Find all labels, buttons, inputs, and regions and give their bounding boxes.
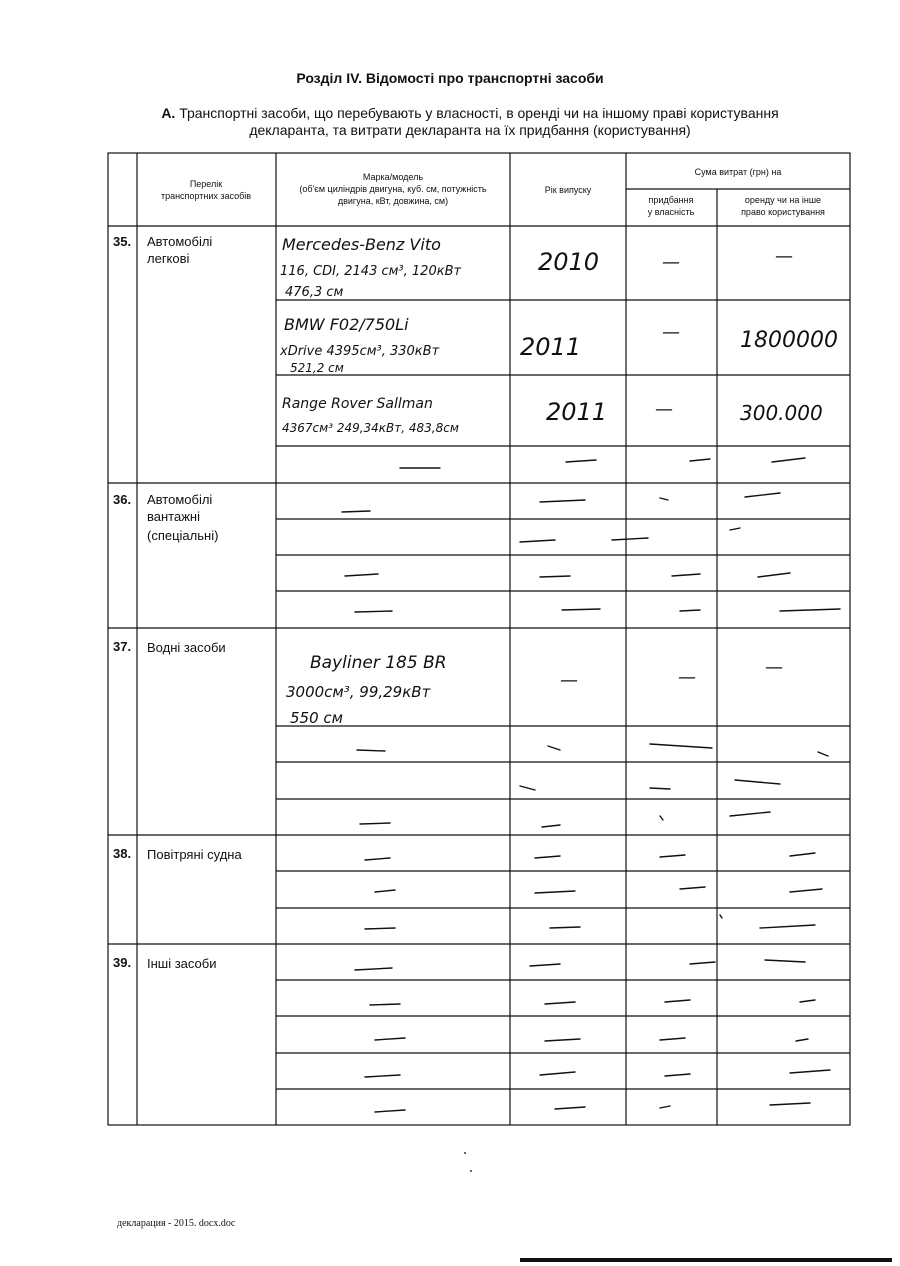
header-model-line1: Марка/модель <box>362 172 424 182</box>
handwritten-dashes <box>342 458 840 1112</box>
section-35-label-2: легкові <box>147 251 190 266</box>
header-rent-line2: право користування <box>741 207 825 217</box>
header-model-line2: (об'єм циліндрів двигуна, куб. см, потужність <box>299 184 487 194</box>
scan-speck <box>470 1170 472 1172</box>
section-35-label-1: Автомобілі <box>147 234 213 249</box>
header-sum: Сума витрат (грн) на <box>694 167 782 177</box>
boat-rent: — <box>765 657 783 678</box>
subtitle-line2: декларанта, та витрати декларанта на їх придбання (користування) <box>249 122 691 138</box>
car1-model-line1: Mercedes-Benz Vito <box>282 235 441 254</box>
car1-model-line2: 116, CDI, 2143 см³, 120кВт <box>280 264 462 279</box>
boat-year: — <box>560 670 578 691</box>
boat-model-line1: Bayliner 185 BR <box>310 653 447 673</box>
car2-rent: 1800000 <box>740 328 838 353</box>
car2-model-line2: xDrive 4395см³, 330кВт <box>280 344 440 359</box>
car1-rent: — <box>775 246 793 267</box>
header-buy-line2: у власність <box>647 207 695 217</box>
footer-filename: декларация - 2015. docx.doc <box>117 1218 236 1229</box>
section-35-num: 35. <box>113 234 132 249</box>
header-list-line1: Перелік <box>189 179 223 189</box>
car2-model-line3: 521,2 см <box>290 361 344 375</box>
car2-year: 2011 <box>520 333 582 361</box>
car2-model-line1: BMW F02/750Li <box>284 315 409 334</box>
section-38-num: 38. <box>113 846 132 861</box>
page-title: Розділ IV. Відомості про транспортні засоби <box>296 70 604 86</box>
header-list-line2: транспортних засобів <box>160 191 252 201</box>
car1-buy: — <box>662 252 680 273</box>
section-36-label-3: (спеціальні) <box>147 528 219 543</box>
car3-model-line1: Range Rover Sallman <box>282 396 433 412</box>
car3-buy: — <box>655 399 673 420</box>
section-39-num: 39. <box>113 955 132 970</box>
car3-year: 2011 <box>546 398 608 426</box>
subtitle-line1: Транспортні засоби, що перебувають у власності, в оренді чи на іншому праві користування <box>179 105 779 121</box>
section-37-label-1: Водні засоби <box>147 640 226 655</box>
car1-year: 2010 <box>538 248 600 276</box>
section-36-label-1: Автомобілі <box>147 492 213 507</box>
header-buy-line1: придбання <box>648 195 694 205</box>
section-36-num: 36. <box>113 492 132 507</box>
car3-rent: 300.000 <box>740 401 823 425</box>
section-37-num: 37. <box>113 639 132 654</box>
boat-buy: — <box>678 667 696 688</box>
boat-model-line2: 3000см³, 99,29кВт <box>286 683 431 701</box>
scan-speck <box>464 1152 466 1154</box>
car1-model-line3: 476,3 см <box>285 285 344 300</box>
car3-model-line2: 4367см³ 249,34кВт, 483,8см <box>282 421 459 435</box>
subtitle-letter: А. <box>161 105 176 121</box>
section-38-label-1: Повітряні судна <box>147 847 242 862</box>
boat-model-line3: 550 см <box>290 709 343 727</box>
car2-buy: — <box>662 322 680 343</box>
section-36-label-2: вантажні <box>147 509 200 524</box>
header-year: Рік випуску <box>544 185 592 195</box>
header-rent-line1: оренду чи на інше <box>744 195 822 205</box>
section-39-label-1: Інші засоби <box>147 956 217 971</box>
header-model-line3: двигуна, кВт, довжина, см) <box>337 196 449 206</box>
table-grid <box>108 153 850 1125</box>
scan-edge-line <box>520 1258 892 1262</box>
